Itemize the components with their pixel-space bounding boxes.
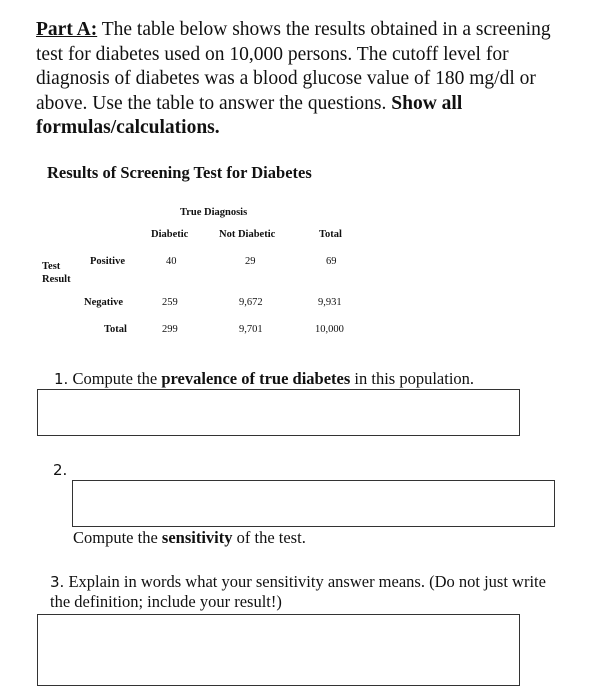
question-2-text-pre: Compute the	[73, 528, 162, 547]
cell-negative-total: 9,931	[318, 297, 342, 308]
col-header-not-diabetic: Not Diabetic	[219, 229, 276, 240]
cell-total-total: 10,000	[315, 324, 344, 335]
question-1-text-post: in this population.	[350, 369, 475, 388]
row-label-negative: Negative	[84, 297, 124, 308]
cell-positive-total: 69	[326, 256, 337, 267]
part-label: Part A:	[36, 19, 98, 40]
true-diagnosis-header: True Diagnosis	[180, 207, 248, 218]
col-header-diabetic: Diabetic	[151, 229, 189, 240]
question-1-bold: prevalence of true diabetes	[161, 369, 351, 388]
intro-paragraph	[36, 18, 556, 141]
row-header-test: Test	[42, 261, 61, 272]
row-header-result: Result	[42, 274, 71, 285]
answer-box-1[interactable]	[37, 389, 520, 436]
answer-box-2[interactable]	[72, 480, 555, 527]
table-title: Results of Screening Test for Diabetes	[47, 163, 312, 182]
intro-text: The table below shows the results obtained in a screening test for diabetes used on 10,000 persons. The cutoff level for diagnosis of diabetes was a blood glucose value of 180 mg/dl or above. Use the table to answer the questions.	[36, 19, 551, 114]
question-1-text-pre: Compute the	[68, 369, 162, 388]
col-header-total: Total	[319, 229, 342, 240]
question-1-number: 1.	[54, 370, 69, 388]
question-2-number: 2.	[53, 461, 68, 479]
question-2	[73, 528, 306, 548]
row-label-positive: Positive	[90, 256, 125, 267]
question-3-number: 3.	[50, 573, 65, 591]
answer-box-3[interactable]	[37, 614, 520, 686]
question-2-bold: sensitivity	[161, 528, 233, 547]
question-3	[50, 572, 550, 612]
cell-positive-diabetic: 40	[166, 256, 177, 267]
question-1	[54, 369, 474, 389]
row-label-total: Total	[104, 324, 127, 335]
intro-bold-instruction: Show all formulas/calculations.	[36, 92, 463, 138]
cell-positive-not-diabetic: 29	[245, 256, 256, 267]
cell-negative-diabetic: 259	[162, 297, 178, 308]
cell-negative-not-diabetic: 9,672	[239, 297, 263, 308]
question-2-text-post: of the test.	[232, 528, 306, 547]
question-3-text: Explain in words what your sensitivity answer means. (Do not just write the definition; include your result!)	[50, 572, 546, 611]
cell-total-not-diabetic: 9,701	[239, 324, 263, 335]
cell-total-diabetic: 299	[162, 324, 178, 335]
